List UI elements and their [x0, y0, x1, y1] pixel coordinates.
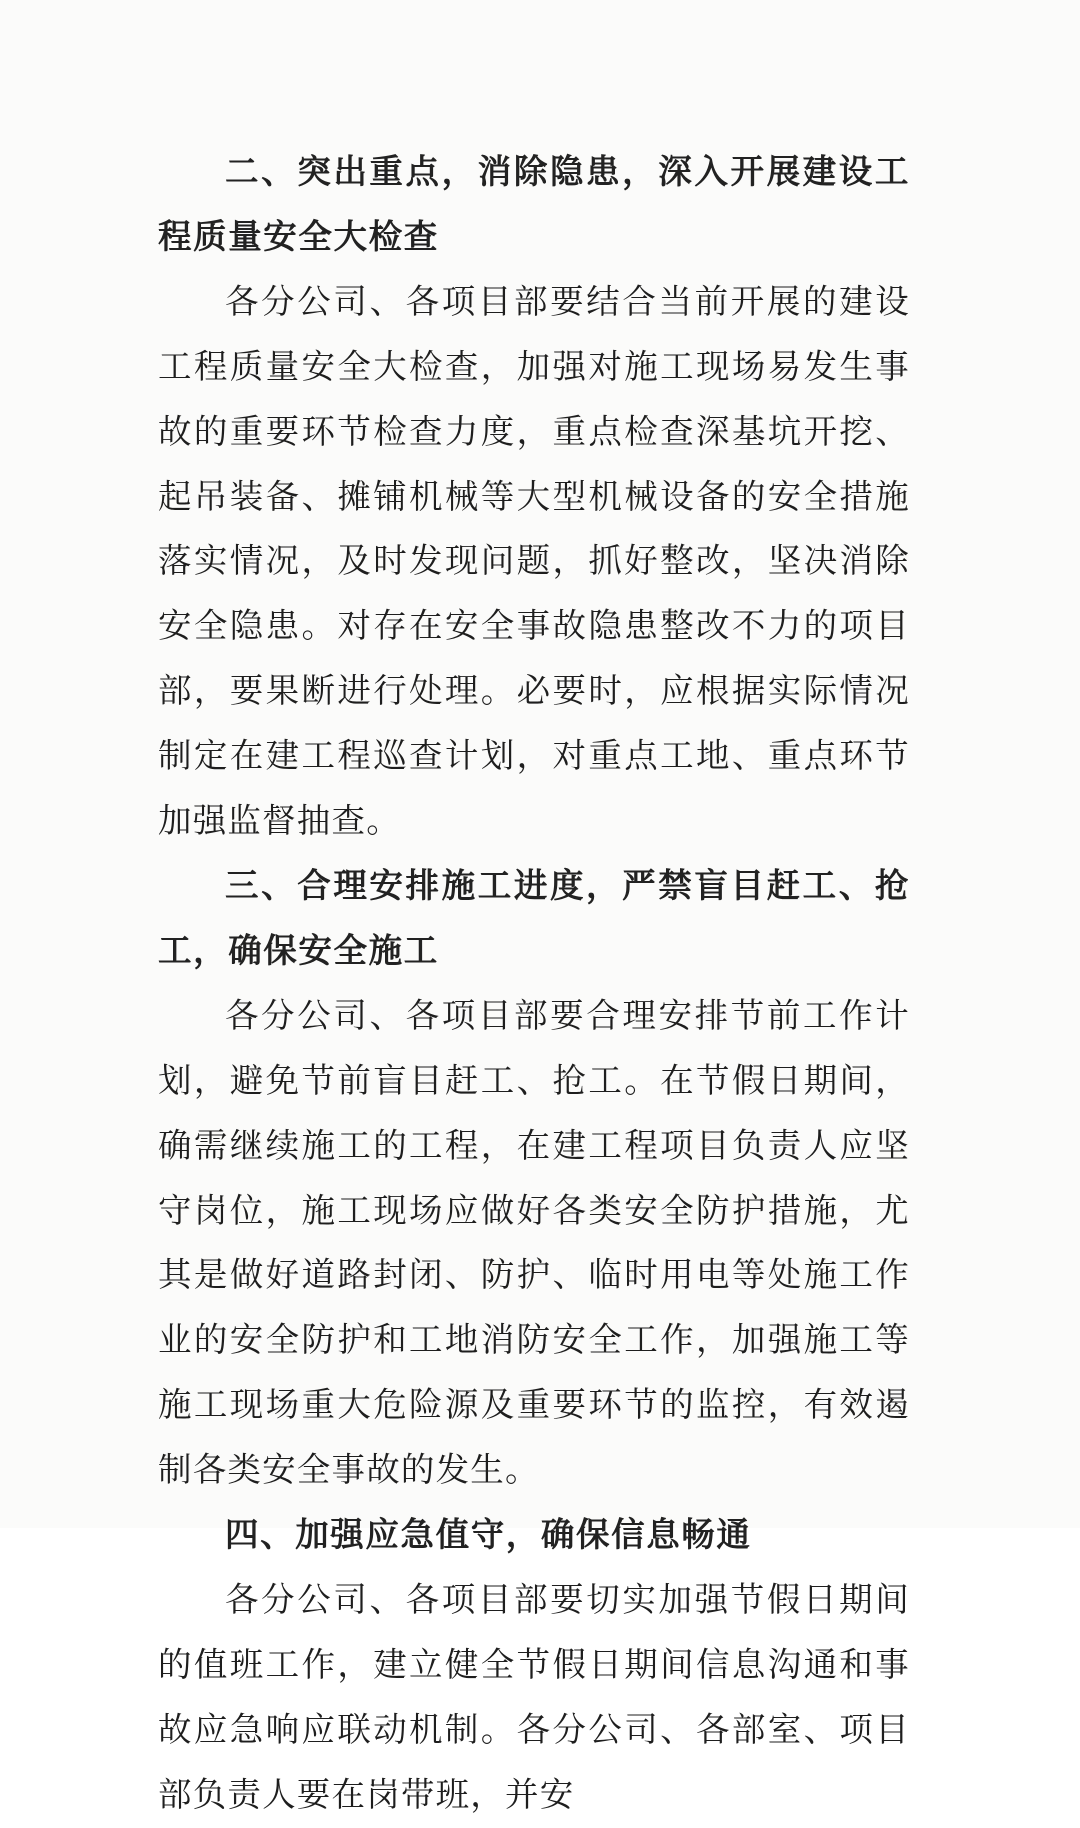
section-body-4: 各分公司、各项目部要切实加强节假日期间的值班工作，建立健全节假日期间信息沟通和事故应急响应联动机制。各分公司、各部室、项目部负责人要在岗带班，并安: [158, 1579, 910, 1814]
section-body-3: 各分公司、各项目部要合理安排节前工作计划，避免节前盲目赶工、抢工。在节假日期间，确需继续施工的工程，在建工程项目负责人应坚守岗位，施工现场应做好各类安全防护措施，尤其是做好道路封闭、防护、临时用电等处施工作业的安全防护和工地消防安全工作，加强施工等施工现场重大危险源及重要环节的监控，有效遏制各类安全事故的发生。: [158, 995, 910, 1490]
section-heading-2: 二、突出重点，消除隐患，深入开展建设工程质量安全大检查: [158, 152, 910, 256]
section-heading-4: 四、加强应急值守，确保信息畅通: [225, 1515, 752, 1555]
document-body: [158, 140, 910, 1828]
section-body-2: 各分公司、各项目部要结合当前开展的建设工程质量安全大检查，加强对施工现场易发生事故的重要环节检查力度，重点检查深基坑开挖、起吊装备、摊铺机械等大型机械设备的安全措施落实情况，及时发现问题，抓好整改，坚决消除安全隐患。对存在安全事故隐患整改不力的项目部，要果断进行处理。必要时，应根据实际情况制定在建工程巡查计划，对重点工地、重点环节加强监督抽查。: [158, 281, 910, 841]
section-heading-3: 三、合理安排施工进度，严禁盲目赶工、抢工，确保安全施工: [158, 865, 910, 970]
